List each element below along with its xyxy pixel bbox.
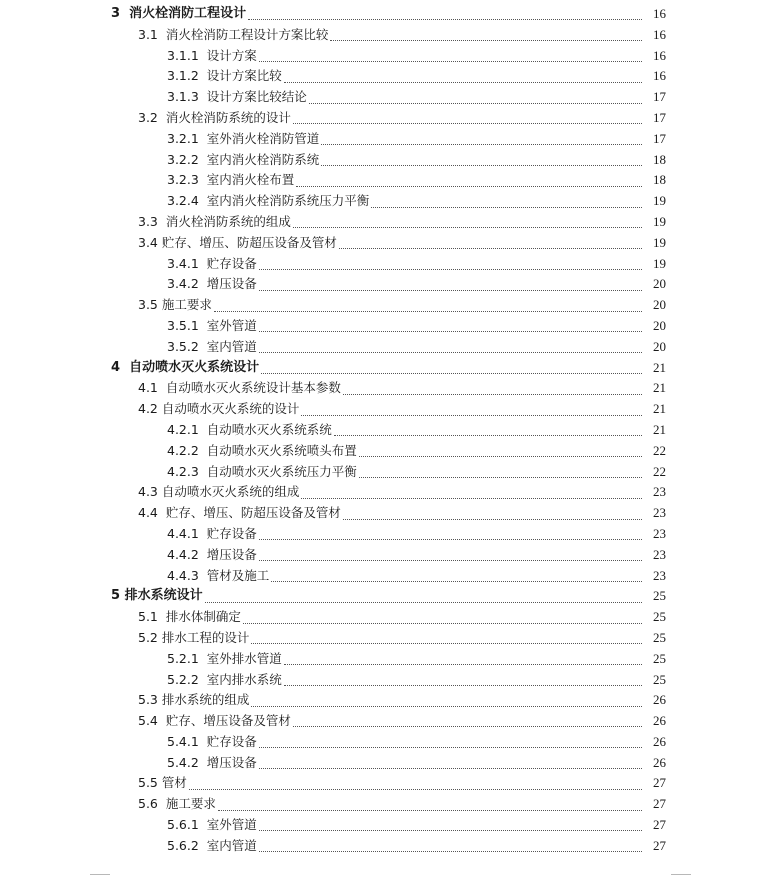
toc-entry-title: 5 排水系统设计 [111,588,203,604]
toc-dot-leader [293,725,664,727]
toc-subsection-entry[interactable] [0,753,781,774]
toc-section-entry[interactable] [0,378,781,399]
toc-page-number: 16 [642,25,666,46]
toc-dot-leader [251,705,664,707]
toc-entry-title: 5.3 排水系统的组成 [138,692,250,708]
toc-page-number: 16 [642,46,666,67]
toc-entry-title: 4.4.1 贮存设备 [167,525,257,541]
toc-page-number: 20 [642,337,666,358]
toc-page-number: 27 [642,836,666,857]
toc-page-number: 23 [642,566,666,587]
toc-entry-title: 3.5.1 室外管道 [167,317,257,333]
toc-entry-title: 4.2 自动喷水灭火系统的设计 [138,401,300,417]
toc-page-number: 26 [642,753,666,774]
toc-entry-title: 4.2.2 自动喷水灭火系统喷头布置 [167,442,357,458]
toc-page-number: 22 [642,462,666,483]
toc-page-number: 17 [642,87,666,108]
toc-page-number: 21 [642,378,666,399]
toc-dot-leader [284,81,664,83]
toc-subsection-entry[interactable] [0,170,781,191]
toc-page-number: 25 [642,586,666,607]
toc-entry-title: 4.3 自动喷水灭火系统的组成 [138,484,300,500]
toc-dot-leader [259,746,664,748]
toc-dot-leader [321,143,664,145]
toc-entry-title: 3.5 施工要求 [138,297,212,313]
toc-entry-title: 5.6.2 室内管道 [167,837,257,853]
toc-dot-leader [309,102,664,104]
toc-entry-title: 3.2.1 室外消火栓消防管道 [167,130,320,146]
toc-page-number: 18 [642,170,666,191]
toc-dot-leader [205,601,664,603]
toc-entry-title: 5.2.1 室外排水管道 [167,650,282,666]
toc-entry-title: 5.6 施工要求 [138,796,216,812]
toc-entry-title: 3.1.1 设计方案 [167,47,257,63]
toc-entry-title: 3.3 消火栓消防系统的组成 [138,213,291,229]
toc-section-entry[interactable] [0,607,781,628]
toc-dot-leader [259,330,664,332]
toc-page-number: 27 [642,794,666,815]
toc-section-entry[interactable] [0,690,781,711]
toc-dot-leader [296,185,664,187]
toc-chapter-entry[interactable] [0,358,781,379]
toc-subsection-entry[interactable] [0,815,781,836]
toc-dot-leader [189,788,664,790]
toc-section-entry[interactable] [0,108,781,129]
toc-dot-leader [259,538,664,540]
toc-dot-leader [218,809,664,811]
toc-section-entry[interactable] [0,628,781,649]
toc-entry-title: 5.2.2 室内排水系统 [167,671,282,687]
toc-dot-leader [259,850,664,852]
toc-page-number: 20 [642,274,666,295]
toc-entry-title: 3.4.2 增压设备 [167,276,257,292]
toc-entry-title: 3.2.4 室内消火栓消防系统压力平衡 [167,193,370,209]
toc-page-number: 19 [642,233,666,254]
toc-entry-title: 5.4 贮存、增压设备及管材 [138,713,291,729]
toc-dot-leader [301,414,664,416]
toc-dot-leader [371,206,664,208]
toc-subsection-entry[interactable] [0,274,781,295]
toc-page-number: 27 [642,773,666,794]
toc-page-number: 21 [642,420,666,441]
toc-subsection-entry[interactable] [0,649,781,670]
toc-subsection-entry[interactable] [0,566,781,587]
toc-subsection-entry[interactable] [0,191,781,212]
toc-entry-title: 5.6.1 室外管道 [167,817,257,833]
toc-dot-leader [259,829,664,831]
toc-entry-title: 3.1.3 设计方案比较结论 [167,89,307,105]
toc-page-number: 25 [642,670,666,691]
toc-section-entry[interactable] [0,212,781,233]
toc-entry-title: 3.4.1 贮存设备 [167,255,257,271]
toc-page-number: 17 [642,108,666,129]
toc-dot-leader [243,622,664,624]
toc-entry-title: 4.1 自动喷水灭火系统设计基本参数 [138,380,341,396]
toc-page-number: 25 [642,649,666,670]
toc-dot-leader [259,289,664,291]
toc-dot-leader [284,684,664,686]
toc-subsection-entry[interactable] [0,524,781,545]
toc-dot-leader [334,434,664,436]
toc-page-number: 16 [642,66,666,87]
toc-chapter-entry[interactable] [0,4,781,25]
toc-dot-leader [301,497,664,499]
toc-entry-title: 4.4.2 增压设备 [167,546,257,562]
toc-page-number: 19 [642,191,666,212]
toc-subsection-entry[interactable] [0,129,781,150]
toc-entry-title: 5.2 排水工程的设计 [138,629,250,645]
page-corner-mark-left [90,874,110,875]
toc-entry-title: 4 自动喷水灭火系统设计 [111,359,260,375]
toc-subsection-entry[interactable] [0,46,781,67]
toc-subsection-entry[interactable] [0,254,781,275]
toc-dot-leader [359,455,664,457]
toc-dot-leader [321,164,664,166]
toc-entry-title: 5.1 排水体制确定 [138,609,241,625]
toc-entry-title: 3.2.2 室内消火栓消防系统 [167,151,320,167]
toc-page-number: 23 [642,545,666,566]
toc-entry-title: 4.2.1 自动喷水灭火系统系统 [167,421,332,437]
toc-entry-title: 4.4.3 管材及施工 [167,567,270,583]
toc-subsection-entry[interactable] [0,87,781,108]
toc-section-entry[interactable] [0,503,781,524]
toc-dot-leader [343,518,664,520]
toc-entry-title: 4.2.3 自动喷水灭火系统压力平衡 [167,463,357,479]
toc-section-entry[interactable] [0,482,781,503]
toc-entry-title: 3.1.2 设计方案比较 [167,68,282,84]
toc-chapter-entry[interactable] [0,586,781,607]
toc-dot-leader [284,663,664,665]
toc-page-number: 27 [642,815,666,836]
toc-dot-leader [259,60,664,62]
toc-page-number: 26 [642,690,666,711]
table-of-contents [0,4,781,857]
toc-section-entry[interactable] [0,295,781,316]
toc-subsection-entry[interactable] [0,441,781,462]
toc-page-number: 26 [642,732,666,753]
toc-subsection-entry[interactable] [0,545,781,566]
page-bottom-edge [0,872,781,878]
toc-section-entry[interactable] [0,233,781,254]
toc-entry-title: 3.1 消火栓消防工程设计方案比较 [138,26,329,42]
toc-subsection-entry[interactable] [0,66,781,87]
toc-entry-title: 4.4 贮存、增压、防超压设备及管材 [138,505,341,521]
toc-dot-leader [259,268,664,270]
toc-subsection-entry[interactable] [0,316,781,337]
toc-subsection-entry[interactable] [0,150,781,171]
toc-section-entry[interactable] [0,711,781,732]
toc-page-number: 25 [642,607,666,628]
toc-entry-title: 3 消火栓消防工程设计 [111,6,247,21]
toc-page-number: 20 [642,316,666,337]
toc-dot-leader [248,18,664,20]
toc-entry-title: 3.2.3 室内消火栓布置 [167,172,295,188]
toc-dot-leader [259,767,664,769]
toc-page-number: 23 [642,503,666,524]
toc-entry-title: 5.4.1 贮存设备 [167,733,257,749]
toc-page-number: 18 [642,150,666,171]
toc-subsection-entry[interactable] [0,337,781,358]
toc-page-number: 19 [642,212,666,233]
toc-dot-leader [293,226,664,228]
toc-page-number: 17 [642,129,666,150]
toc-section-entry[interactable] [0,773,781,794]
toc-dot-leader [214,310,664,312]
toc-page-number: 19 [642,254,666,275]
toc-section-entry[interactable] [0,794,781,815]
toc-page-number: 23 [642,482,666,503]
toc-dot-leader [259,351,664,353]
toc-entry-title: 3.4 贮存、增压、防超压设备及管材 [138,234,337,250]
toc-subsection-entry[interactable] [0,732,781,753]
toc-section-entry[interactable] [0,399,781,420]
toc-subsection-entry[interactable] [0,420,781,441]
toc-entry-title: 5.5 管材 [138,775,187,791]
toc-page-number: 23 [642,524,666,545]
toc-dot-leader [343,393,664,395]
toc-dot-leader [271,580,664,582]
toc-page-number: 21 [642,358,666,379]
toc-section-entry[interactable] [0,25,781,46]
toc-entry-title: 3.2 消火栓消防系统的设计 [138,109,291,125]
toc-page-number: 22 [642,441,666,462]
toc-dot-leader [359,476,664,478]
toc-dot-leader [261,372,664,374]
toc-subsection-entry[interactable] [0,462,781,483]
toc-dot-leader [330,39,664,41]
toc-dot-leader [293,122,664,124]
toc-dot-leader [339,247,664,249]
toc-entry-title: 5.4.2 增压设备 [167,754,257,770]
toc-page-number: 26 [642,711,666,732]
toc-dot-leader [251,642,664,644]
toc-page-number: 25 [642,628,666,649]
page-corner-mark-right [671,874,691,875]
toc-page-number: 20 [642,295,666,316]
toc-subsection-entry[interactable] [0,670,781,691]
toc-entry-title: 3.5.2 室内管道 [167,338,257,354]
toc-subsection-entry[interactable] [0,836,781,857]
toc-page-number: 16 [642,4,666,25]
toc-page-number: 21 [642,399,666,420]
toc-dot-leader [259,559,664,561]
